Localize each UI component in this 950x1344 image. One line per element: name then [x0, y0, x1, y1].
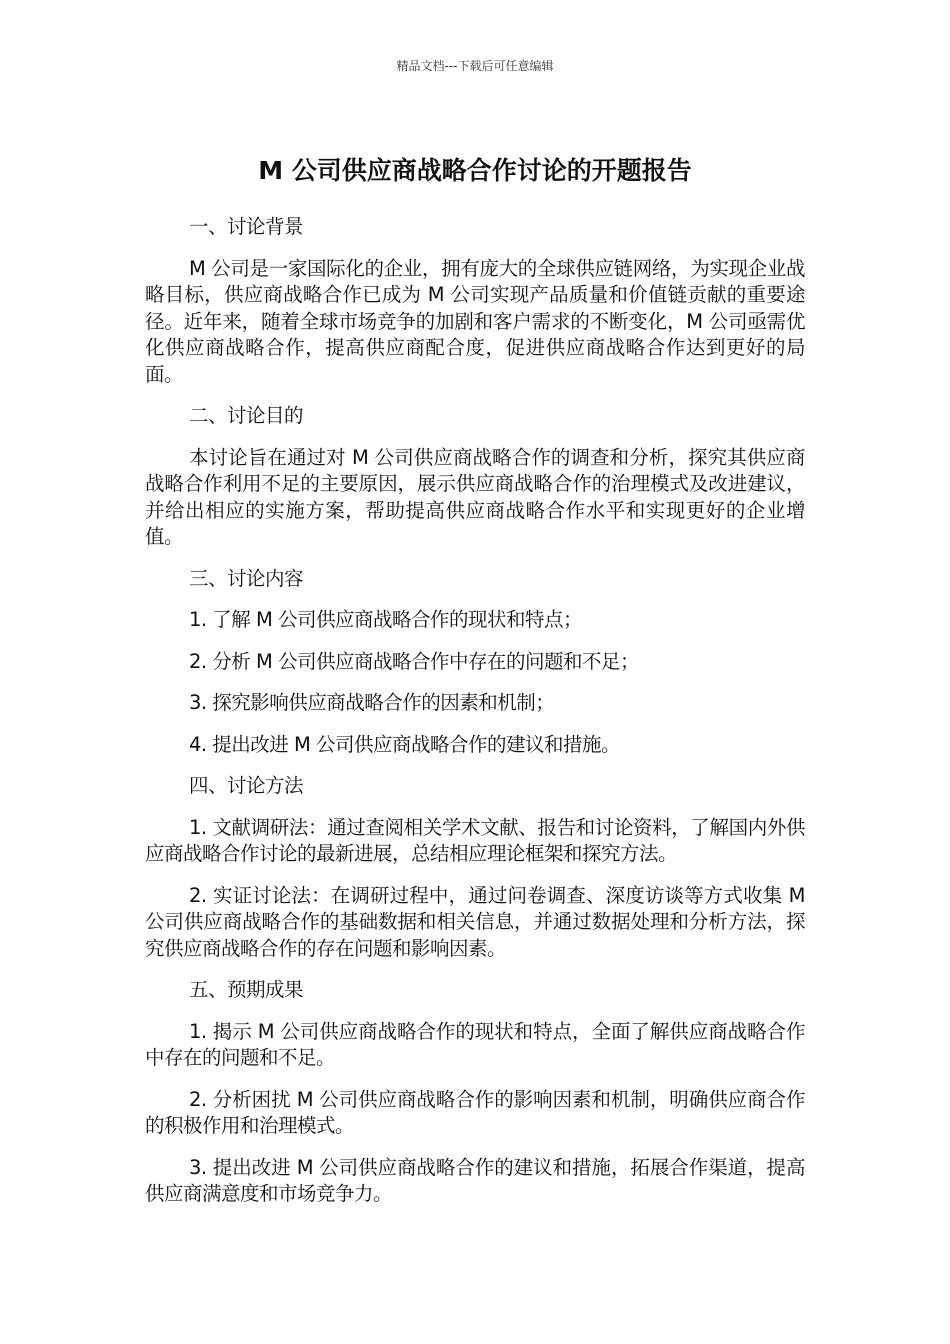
section-heading: 四、讨论方法	[189, 774, 304, 797]
section-heading: 一、讨论背景	[189, 215, 304, 238]
list-item: 3. 探究影响供应商战略合作的因素和机制；	[189, 691, 555, 714]
section-purpose	[145, 403, 805, 551]
section-paragraph: 本讨论旨在通过对 M 公司供应商战略合作的调查和分析，探究其供应商战略合作利用不足的主要原因，展示供应商战略合作的治理模式及改进建议，并给出相应的实施方案，帮助提高供应商战略合作水平和实现更好的企业增值。	[145, 445, 805, 548]
document-title: M 公司供应商战略合作讨论的开题报告	[258, 155, 692, 185]
document-body	[145, 214, 805, 1223]
list-item: 2. 实证讨论法：在调研过程中，通过问卷调查、深度访谈等方式收集 M 公司供应商战略合作的基础数据和相关信息，并通过数据处理和分析方法，探究供应商战略合作的存在问题和影响因素。	[145, 883, 805, 960]
section-heading: 三、讨论内容	[189, 566, 304, 590]
section-heading: 五、预期成果	[189, 978, 304, 1001]
section-content	[145, 566, 805, 759]
section-expected-results	[145, 977, 805, 1208]
section-background	[145, 214, 805, 388]
page-header-note: 精品文档---下载后可任意编辑	[396, 59, 554, 73]
section-heading: 二、讨论目的	[189, 404, 304, 427]
list-item: 4. 提出改进 M 公司供应商战略合作的建议和措施。	[189, 732, 621, 756]
list-item: 2. 分析 M 公司供应商战略合作中存在的问题和不足；	[189, 649, 640, 673]
list-item: 3. 提出改进 M 公司供应商战略合作的建议和措施，拓展合作渠道，提高供应商满意度和市场竞争力。	[145, 1155, 805, 1205]
section-methods	[145, 773, 805, 962]
list-item: 2. 分析困扰 M 公司供应商战略合作的影响因素和机制，明确供应商合作的积极作用和治理模式。	[145, 1087, 805, 1137]
list-item: 1. 揭示 M 公司供应商战略合作的现状和特点，全面了解供应商战略合作中存在的问题和不足。	[145, 1019, 805, 1069]
section-paragraph: M 公司是一家国际化的企业，拥有庞大的全球供应链网络，为实现企业战略目标，供应商战略合作已成为 M 公司实现产品质量和价值链贡献的重要途径。近年来，随着全球市场竞争的加剧和客户需求的不断变化，M 公司亟需优化供应商战略合作，提高供应商配合度，促进供应商战略合作达到更好的局面。	[145, 256, 805, 386]
list-item: 1. 了解 M 公司供应商战略合作的现状和特点；	[189, 608, 583, 631]
list-item: 1. 文献调研法：通过查阅相关学术文献、报告和讨论资料，了解国内外供应商战略合作讨论的最新进展，总结相应理论框架和探究方法。	[145, 815, 805, 865]
